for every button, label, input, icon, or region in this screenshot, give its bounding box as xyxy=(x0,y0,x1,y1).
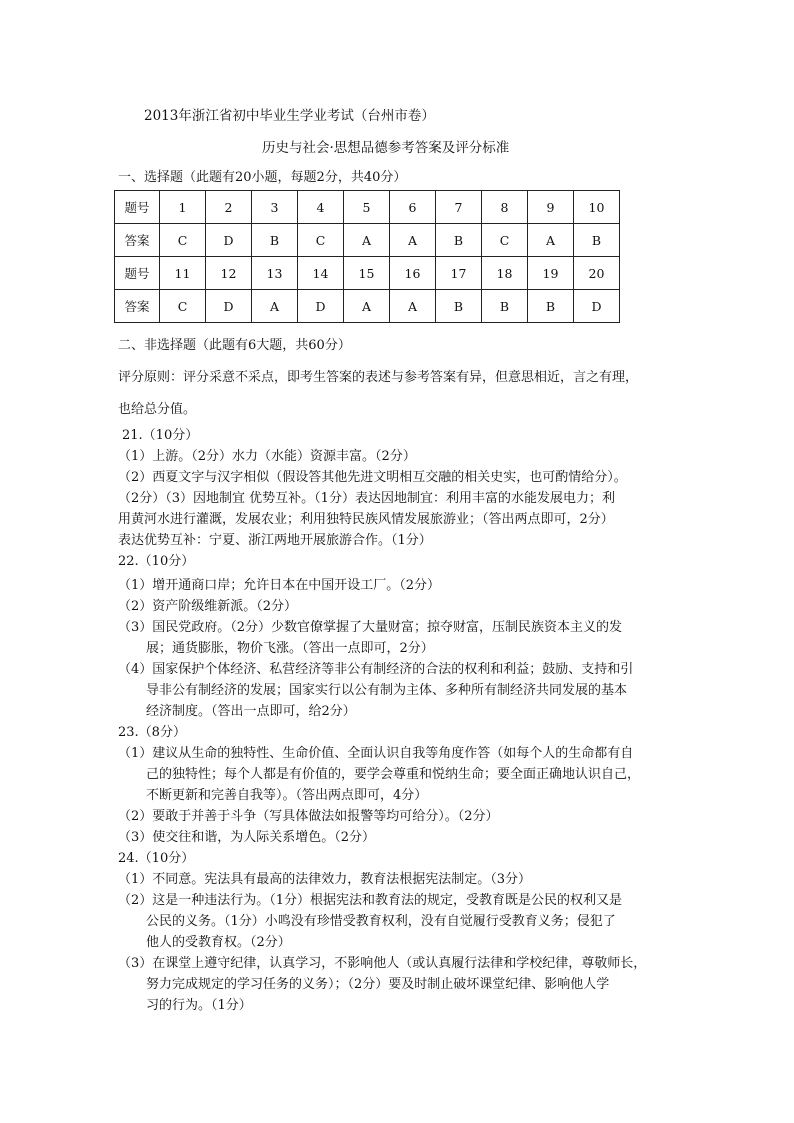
q23-line: 己的独特性；每个人都是有价值的，要学会尊重和悦纳生命；要全面正确地认识自己， xyxy=(146,767,641,782)
answer-key-title: 历史与社会·思想品德参考答案及评分标准 xyxy=(262,140,510,156)
table-cell: C xyxy=(298,224,344,257)
q22-line: 经济制度。（答出一点即可，给2分） xyxy=(146,704,356,719)
table-cell: 17 xyxy=(436,257,482,290)
q21-line: 表达优势互补：宁夏、浙江两地开展旅游合作。（1分） xyxy=(118,533,432,548)
table-cell: A xyxy=(390,224,436,257)
q24-line: （3）在课堂上遵守纪律，认真学习，不影响他人（或认真履行法律和学校纪律，尊敬师长， xyxy=(118,956,647,971)
table-cell: B xyxy=(436,290,482,323)
table-cell: 14 xyxy=(298,257,344,290)
q21-line: （2）西夏文字与汉字相似（假设答其他先进文明相互交融的相关史实，也可酌情给分）。 xyxy=(118,470,627,485)
q21-line: （1）上游。（2分）水力（水能）资源丰富。（2分） xyxy=(118,449,416,464)
table-row-header: 答案 xyxy=(115,290,160,323)
table-cell: B xyxy=(252,224,298,257)
table-cell: 19 xyxy=(528,257,574,290)
q22-line: （2）资产阶级维新派。（2分） xyxy=(118,599,298,614)
q23-heading: 23.（8分） xyxy=(118,725,186,740)
table-row xyxy=(115,290,620,323)
scoring-principle-cont: 也给总分值。 xyxy=(118,402,197,417)
table-row xyxy=(115,257,620,290)
table-cell: 12 xyxy=(206,257,252,290)
table-cell: 5 xyxy=(344,191,390,224)
q21-line: 用黄河水进行灌溉，发展农业；利用独特民族风情发展旅游业；（答出两点即可，2分） xyxy=(118,512,614,527)
table-cell: B xyxy=(528,290,574,323)
table-cell: 2 xyxy=(206,191,252,224)
answer-table xyxy=(114,190,620,323)
q24-line: 他人的受教育权。（2分） xyxy=(146,935,291,950)
table-cell: A xyxy=(252,290,298,323)
table-cell: D xyxy=(298,290,344,323)
table-cell: 9 xyxy=(528,191,574,224)
table-row-header: 题号 xyxy=(115,257,160,290)
exam-title: 2013年浙江省初中毕业生学业考试（台州市卷） xyxy=(144,108,435,124)
q24-line: 习的行为。（1分） xyxy=(146,998,252,1013)
table-cell: B xyxy=(436,224,482,257)
table-cell: 18 xyxy=(482,257,528,290)
table-cell: 11 xyxy=(160,257,206,290)
table-cell: 16 xyxy=(390,257,436,290)
table-cell: A xyxy=(344,224,390,257)
table-cell: C xyxy=(482,224,528,257)
q24-line: 努力完成规定的学习任务的义务）；（2分）要及时制止破坏课堂纪律、影响他人学 xyxy=(146,977,610,992)
table-cell: 10 xyxy=(574,191,620,224)
table-row xyxy=(115,224,620,257)
q22-line: （1）增开通商口岸；允许日本在中国开设工厂。（2分） xyxy=(118,578,441,593)
table-cell: D xyxy=(206,224,252,257)
table-cell: 13 xyxy=(252,257,298,290)
q23-line: （1）建议从生命的独特性、生命价值、全面认识自我等角度作答（如每个人的生命都有自 xyxy=(118,746,634,761)
q22-line: （3）国民党政府。（2分）少数官僚掌握了大量财富；掠夺财富，压制民族资本主义的发 xyxy=(118,620,623,635)
table-row xyxy=(115,191,620,224)
q21-line: （2分）（3）因地制宜 优势互补。（1分）表达因地制宜：利用丰富的水能发展电力；利 xyxy=(118,491,615,506)
table-cell: 3 xyxy=(252,191,298,224)
table-cell: A xyxy=(528,224,574,257)
q23-line: （3）使交往和谐，为人际关系增色。（2分） xyxy=(118,830,376,845)
table-row-header: 题号 xyxy=(115,191,160,224)
q21-heading: 21.（10分） xyxy=(122,428,199,443)
scoring-principle: 评分原则：评分采意不采点，即考生答案的表述与参考答案有异，但意思相近，言之有理， xyxy=(118,370,639,385)
table-cell: 15 xyxy=(344,257,390,290)
table-cell: D xyxy=(574,290,620,323)
table-cell: A xyxy=(344,290,390,323)
table-cell: B xyxy=(482,290,528,323)
q24-line: （2）这是一种违法行为。（1分）根据宪法和教育法的规定，受教育既是公民的权利又是 xyxy=(118,893,623,908)
table-cell: 20 xyxy=(574,257,620,290)
table-cell: B xyxy=(574,224,620,257)
q22-line: 展；通货膨胀，物价飞涨。（答出一点即可，2分） xyxy=(146,641,434,656)
table-cell: A xyxy=(390,290,436,323)
q24-heading: 24.（10分） xyxy=(118,851,195,866)
table-cell: 8 xyxy=(482,191,528,224)
q24-line: 公民的义务。（1分）小鸣没有珍惜受教育权利，没有自觉履行受教育义务；侵犯了 xyxy=(146,914,616,929)
q23-line: （2）要敢于并善于斗争（写具体做法如报警等均可给分）。（2分） xyxy=(118,809,499,824)
q23-line: 不断更新和完善自我等）。（答出两点即可，4分） xyxy=(146,788,428,803)
q22-line: （4）国家保护个体经济、私营经济等非公有制经济的合法的权利和利益；鼓励、支持和引 xyxy=(118,662,634,677)
q22-heading: 22.（10分） xyxy=(118,554,195,569)
q24-line: （1）不同意。宪法具有最高的法律效力，教育法根据宪法制定。（3分） xyxy=(118,872,532,887)
table-cell: 7 xyxy=(436,191,482,224)
section1-heading: 一、选择题（此题有20小题，每题2分，共40分） xyxy=(118,170,407,185)
table-row-header: 答案 xyxy=(115,224,160,257)
table-cell: C xyxy=(160,290,206,323)
table-cell: 1 xyxy=(160,191,206,224)
table-cell: 6 xyxy=(390,191,436,224)
table-cell: D xyxy=(206,290,252,323)
table-cell: 4 xyxy=(298,191,344,224)
table-cell: C xyxy=(160,224,206,257)
section2-heading: 二、非选择题（此题有6大题，共60分） xyxy=(118,338,351,353)
q22-line: 导非公有制经济的发展；国家实行以公有制为主体、多种所有制经济共同发展的基本 xyxy=(146,683,628,698)
